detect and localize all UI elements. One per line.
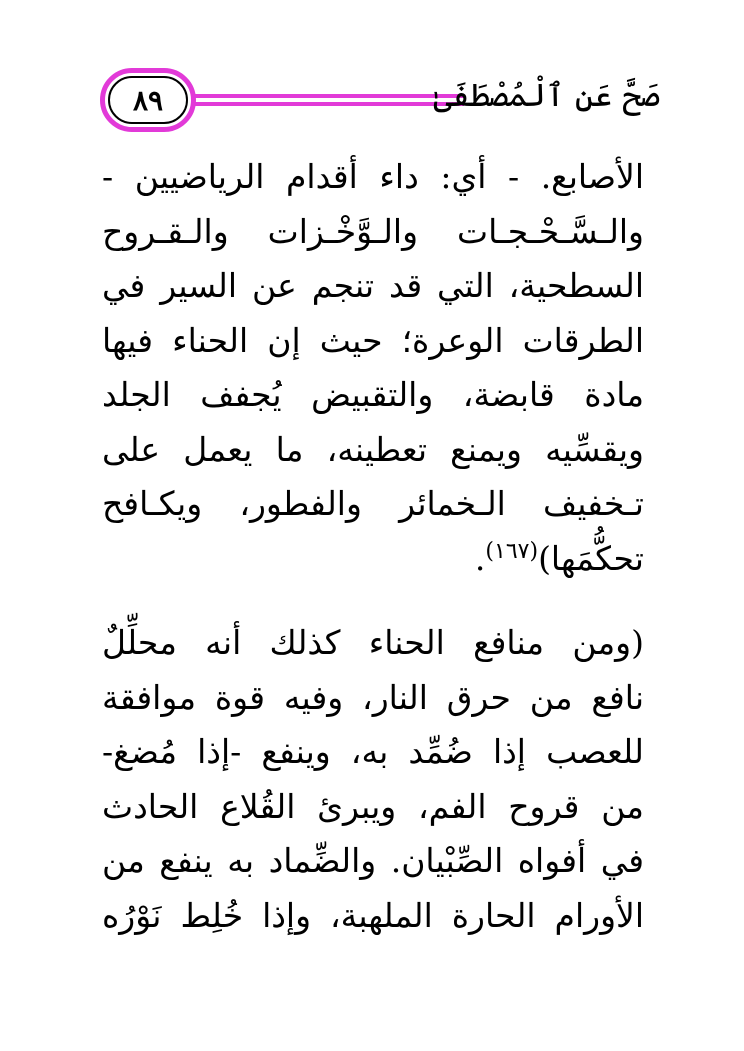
page-number-badge (100, 68, 196, 132)
text-line: الأصابع. - أي: داء أقدام الرياضيين - (102, 157, 644, 196)
text-line: في أفواه الصِّبْيان. والضِّماد به ينفع من (102, 841, 644, 880)
footnote-marker: (١٦٧) (485, 538, 539, 564)
sentence-end: . (474, 538, 486, 578)
page-header (100, 60, 660, 140)
paragraph-2 (102, 616, 644, 943)
text-line: تـخفيف الـخمائر والفطور، ويكـافح (102, 484, 644, 523)
text-line: مادة قابضة، والتقبيض يُجفف الجلد (102, 375, 644, 414)
text-line: الطرقات الوعرة؛ حيث إن الحناء فيها (102, 320, 644, 360)
text-line: للعصب إذا ضُمِّد به، وينفع -إذا مُضغ- (102, 732, 644, 771)
page-number: ٨٩ (108, 76, 188, 124)
text-line: الأورام الحارة الملهبة، وإذا خُلِط نَوْرُه (102, 895, 644, 935)
header-rule (192, 94, 464, 106)
text-line: ويقسِّيه ويمنع تعطينه، ما يعمل على (102, 429, 644, 469)
text-fragment: تحكُّمَها) (538, 538, 644, 578)
text-line: نافع من حرق النار، وفيه قوة موافقة (102, 677, 644, 717)
body-text (102, 150, 644, 943)
text-line: (ومن منافع الحناء كذلك أنه محلِّلٌ (102, 623, 644, 662)
running-title: صَحَّ عَنِ ٱلْمُصْطَفَىٰ (433, 76, 660, 114)
text-line: والـسَّـحْـجـات والـوَّخْـزات والـقـروح (102, 211, 644, 251)
text-line: السطحية، التي قد تنجم عن السير في (102, 266, 644, 305)
paragraph-1 (102, 150, 644, 586)
text-line: من قروح الفم، ويبرئ القُلاع الحادث (102, 786, 644, 826)
text-line-last (102, 532, 644, 587)
